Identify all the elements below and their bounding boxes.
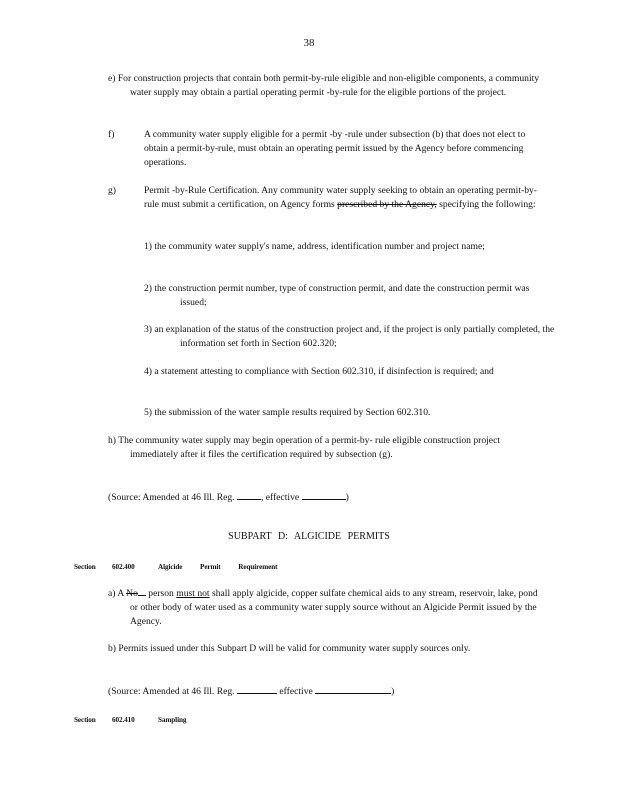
paragraph-e: e) For construction projects that contain both permit-by-rule eligible and non-eligible components, a community water supply may obtain a partial operating permit -by-rule for the eligible portions of the project. bbox=[108, 73, 540, 98]
blank-line bbox=[315, 684, 391, 694]
paragraph-f-label: f) bbox=[108, 129, 115, 140]
section-number: 602.400 bbox=[112, 563, 135, 571]
list-item-g3: 3) an explanation of the status of the construction project and, if the project is only partially completed, the information set forth in Section 602.320; bbox=[144, 324, 555, 349]
paragraph-h: h) The community water supply may begin operation of a permit-by- rule eligible construction project immediately after it files the certification required by subsection (g). bbox=[108, 435, 500, 460]
source-note-2: (Source: Amended at 46 Ill. Reg. effective ) bbox=[108, 686, 395, 697]
struck-text: prescribed by the Agency, bbox=[337, 199, 437, 210]
list-item-g5: 5) the submission of the water sample results required by Section 602.310. bbox=[144, 407, 431, 418]
list-item-g1: 1) the community water supply's name, address, identification number and project name; bbox=[144, 241, 485, 252]
paragraph-f-text: A community water supply eligible for a permit -by -rule under subsection (b) that does not elect to obtain a permit-by-rule, must obtain an operating permit issued by the Agency before commencing operations. bbox=[144, 129, 526, 168]
section-label: Section bbox=[74, 716, 96, 724]
list-item-g2: 2) the construction permit number, type of construction permit, and date the construction permit was issued; bbox=[144, 283, 530, 308]
underlined-text: must not bbox=[176, 588, 210, 599]
paragraph-g bbox=[108, 184, 538, 212]
list-item-g4: 4) a statement attesting to compliance with Section 602.310, if disinfection is required; and bbox=[144, 366, 494, 377]
blank-line bbox=[237, 684, 277, 694]
paragraph-400-b: b) Permits issued under this Subpart D will be valid for community water supply sources only. bbox=[108, 643, 471, 654]
section-label: Section bbox=[74, 563, 96, 571]
struck-text: No bbox=[126, 588, 138, 599]
blank-line bbox=[138, 586, 146, 596]
page-number: 38 bbox=[303, 37, 315, 49]
paragraph-f bbox=[108, 128, 538, 170]
section-number: 602.410 bbox=[112, 716, 135, 724]
paragraph-g-text: Permit -by-Rule Certification. Any community water supply seeking to obtain an operating permit-by- rule must submit a certification, on Agency forms prescribed by the Agency, specifying the following: bbox=[144, 185, 537, 210]
subpart-title: SUBPART D: ALGICIDE PERMITS bbox=[228, 531, 390, 542]
section-title: Sampling bbox=[158, 716, 187, 724]
paragraph-400-a: a) A No person must not shall apply algicide, copper sulfate chemical aids to any stream, reservoir, lake, pond or other body of water used as a community water supply source without an Algicide Permit issued by the Agency. bbox=[108, 588, 538, 627]
section-title: Algicide Permit Requirement bbox=[158, 563, 278, 571]
blank-line bbox=[302, 490, 346, 500]
paragraph-g-label: g) bbox=[108, 185, 116, 196]
source-note-1: (Source: Amended at 46 Ill. Reg. , effective ) bbox=[108, 492, 349, 503]
blank-line bbox=[237, 490, 261, 500]
